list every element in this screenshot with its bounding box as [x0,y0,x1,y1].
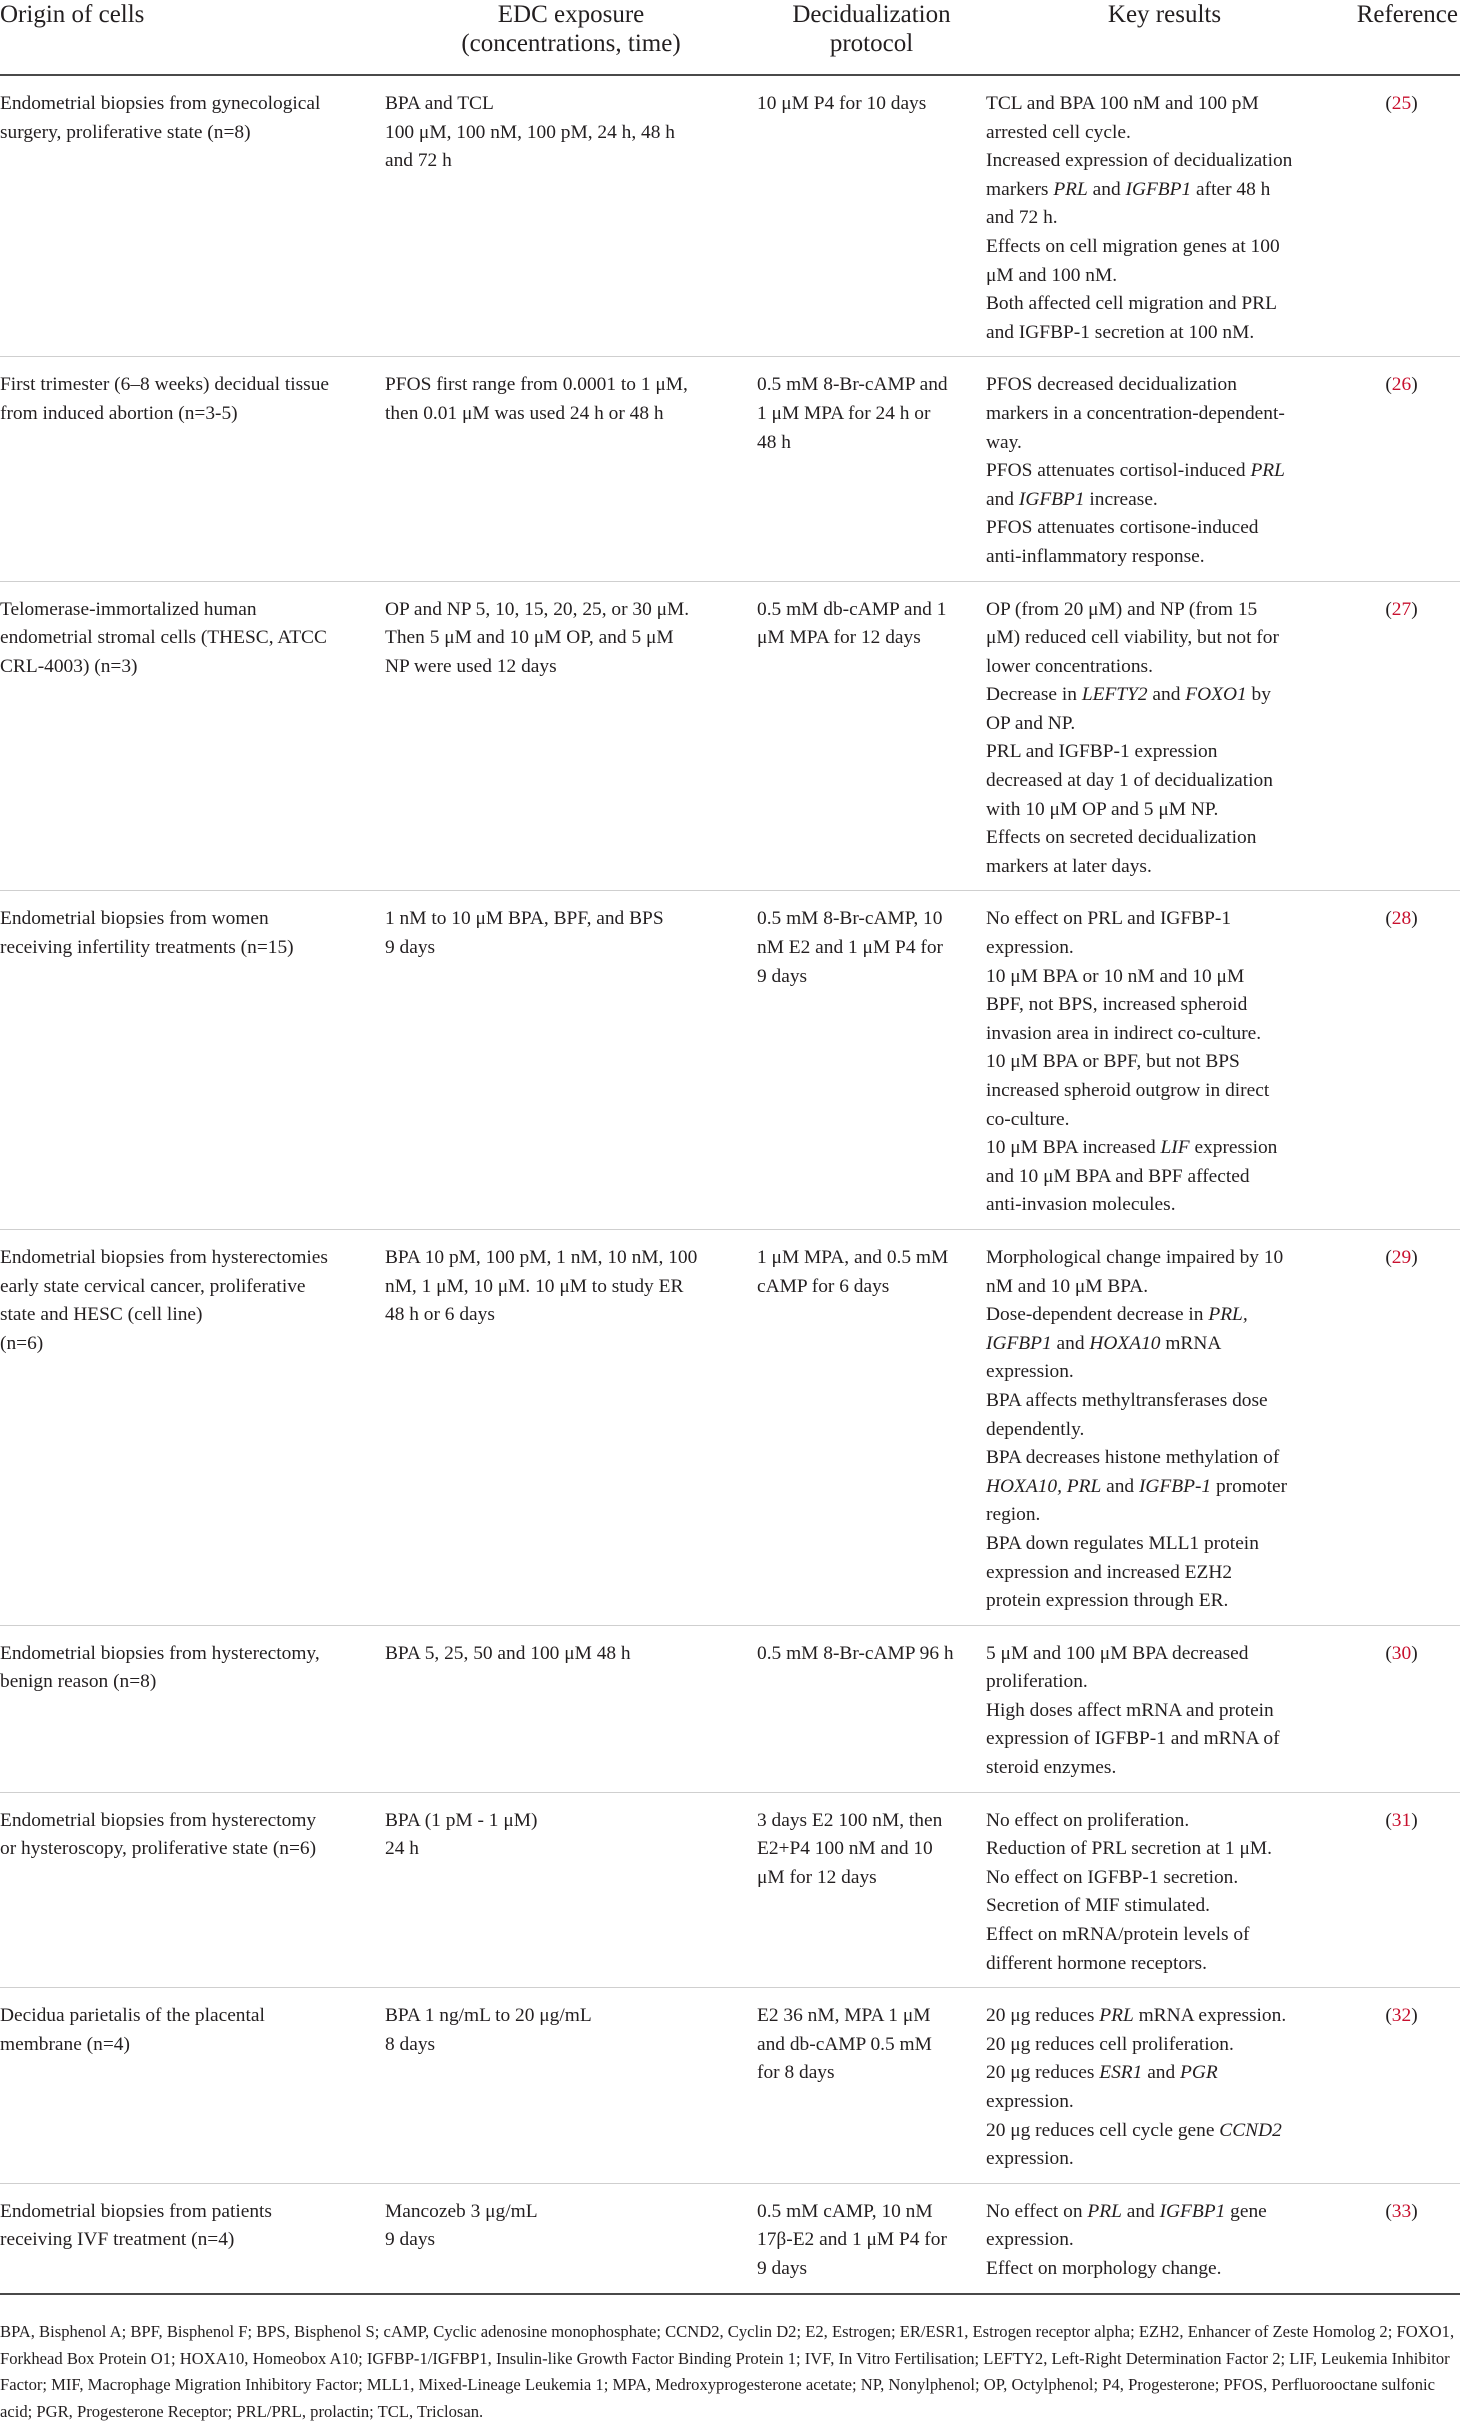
protocol-cell: 3 days E2 100 nM, then E2+P4 100 nM and 10 μM for 12 days [757,1792,986,1988]
results-cell: No effect on PRL and IGFBP1 gene expression. Effect on morphology change. [986,2183,1343,2293]
exposure-cell: Mancozeb 3 μg/mL 9 days [385,2183,757,2293]
table-row [0,1988,1460,2184]
header-decidualization-protocol: Decidualization protocol [757,0,986,75]
origin-cell: Endometrial biopsies from hysterectomies early state cervical cancer, proliferative state and HESC (cell line) (n=6) [0,1229,385,1625]
reference-link[interactable]: 28 [1391,908,1412,930]
table-row [0,581,1460,891]
exposure-cell: BPA 5, 25, 50 and 100 μM 48 h [385,1625,757,1792]
exposure-cell: BPA (1 pM - 1 μM) 24 h [385,1792,757,1988]
reference-cell: (26) [1343,357,1460,581]
reference-link[interactable]: 29 [1391,1246,1412,1268]
table-row [0,1229,1460,1625]
origin-cell: Endometrial biopsies from gynecological surgery, proliferative state (n=8) [0,75,385,357]
results-cell: 5 μM and 100 μM BPA decreased proliferation. High doses affect mRNA and protein expression of IGFBP-1 and mRNA of steroid enzymes. [986,1625,1343,1792]
reference-cell: (25) [1343,75,1460,357]
protocol-cell: 0.5 mM 8-Br-cAMP 96 h [757,1625,986,1792]
reference-cell: (29) [1343,1229,1460,1625]
reference-cell: (33) [1343,2183,1460,2293]
reference-link[interactable]: 26 [1391,374,1412,396]
results-cell: No effect on PRL and IGFBP-1 expression. 10 μM BPA or 10 nM and 10 μM BPF, not BPS, increased spheroid invasion area in indirect co-culture. 10 μM BPA or BPF, but not BPS increased spheroid outgrow in direct co-culture. 10 μM BPA increased LIF expression and 10 μM BPA and BPF affected anti-invasion molecules. [986,891,1343,1230]
reference-link[interactable]: 25 [1391,93,1412,114]
results-cell: OP (from 20 μM) and NP (from 15 μM) reduced cell viability, but not for lower concentrations. Decrease in LEFTY2 and FOXO1 by OP and NP. PRL and IGFBP-1 expression decreased at day 1 of decidualization with 10 μM OP and 5 μM NP. Effects on secreted decidualization markers at later days. [986,581,1343,891]
header-reference: Reference [1343,0,1460,75]
reference-link[interactable]: 27 [1391,598,1412,620]
protocol-cell: 0.5 mM 8-Br-cAMP and 1 μM MPA for 24 h or 48 h [757,357,986,581]
results-cell: 20 μg reduces PRL mRNA expression. 20 μg reduces cell proliferation. 20 μg reduces ESR1 and PGR expression. 20 μg reduces cell cycle gene CCND2 expression. [986,1988,1343,2184]
reference-cell: (28) [1343,891,1460,1230]
exposure-cell: 1 nM to 10 μM BPA, BPF, and BPS 9 days [385,891,757,1230]
protocol-cell: 0.5 mM 8-Br-cAMP, 10 nM E2 and 1 μM P4 for 9 days [757,891,986,1230]
reference-cell: (30) [1343,1625,1460,1792]
table-header-row [0,0,1460,75]
protocol-cell: 0.5 mM db-cAMP and 1 μM MPA for 12 days [757,581,986,891]
reference-link[interactable]: 31 [1391,1809,1412,1831]
exposure-cell: BPA 1 ng/mL to 20 μg/mL 8 days [385,1988,757,2184]
origin-cell: Telomerase-immortalized human endometrial stromal cells (THESC, ATCC CRL-4003) (n=3) [0,581,385,891]
results-cell: PFOS decreased decidualization markers in a concentration-dependent- way. PFOS attenuates cortisol-induced PRL and IGFBP1 increase. PFOS attenuates cortisone-induced anti-inflammatory response. [986,357,1343,581]
table-row [0,1625,1460,1792]
origin-cell: Endometrial biopsies from hysterectomy or hysteroscopy, proliferative state (n=6) [0,1792,385,1988]
results-cell: Morphological change impaired by 10 nM and 10 μM BPA. Dose-dependent decrease in PRL, IGFBP1 and HOXA10 mRNA expression. BPA affects methyltransferases dose dependently. BPA decreases histone methylation of HOXA10, PRL and IGFBP-1 promoter region. BPA down regulates MLL1 protein expression and increased EZH2 protein expression through ER. [986,1229,1343,1625]
origin-cell: Endometrial biopsies from women receiving infertility treatments (n=15) [0,891,385,1230]
protocol-cell: E2 36 nM, MPA 1 μM and db-cAMP 0.5 mM for 8 days [757,1988,986,2184]
table-row [0,891,1460,1230]
reference-link[interactable]: 32 [1391,2005,1412,2027]
table-row [0,357,1460,581]
origin-cell: Endometrial biopsies from patients receiving IVF treatment (n=4) [0,2183,385,2293]
protocol-cell: 0.5 mM cAMP, 10 nM 17β-E2 and 1 μM P4 for 9 days [757,2183,986,2293]
header-key-results: Key results [986,0,1343,75]
exposure-cell: BPA 10 pM, 100 pM, 1 nM, 10 nM, 100 nM, 1 μM, 10 μM. 10 μM to study ER 48 h or 6 days [385,1229,757,1625]
reference-cell: (31) [1343,1792,1460,1988]
exposure-cell: BPA and TCL 100 μM, 100 nM, 100 pM, 24 h, 48 h and 72 h [385,75,757,357]
header-edc-exposure: EDC exposure (concentrations, time) [385,0,757,75]
table-row [0,1792,1460,1988]
table-body [0,75,1460,2294]
protocol-cell: 10 μM P4 for 10 days [757,75,986,357]
protocol-cell: 1 μM MPA, and 0.5 mM cAMP for 6 days [757,1229,986,1625]
results-cell: TCL and BPA 100 nM and 100 pM arrested cell cycle. Increased expression of decidualization markers PRL and IGFBP1 after 48 h and 72 h. Effects on cell migration genes at 100 μM and 100 nM. Both affected cell migration and PRL and IGFBP-1 secretion at 100 nM. [986,75,1343,357]
table-row [0,2183,1460,2293]
reference-cell: (27) [1343,581,1460,891]
reference-link[interactable]: 30 [1391,1642,1412,1664]
origin-cell: Decidua parietalis of the placental membrane (n=4) [0,1988,385,2184]
origin-cell: First trimester (6–8 weeks) decidual tissue from induced abortion (n=3-5) [0,357,385,581]
table-row [0,75,1460,357]
origin-cell: Endometrial biopsies from hysterectomy, benign reason (n=8) [0,1625,385,1792]
reference-link[interactable]: 33 [1391,2200,1412,2222]
reference-cell: (32) [1343,1988,1460,2184]
exposure-cell: PFOS first range from 0.0001 to 1 μM, then 0.01 μM was used 24 h or 48 h [385,357,757,581]
exposure-cell: OP and NP 5, 10, 15, 20, 25, or 30 μM. Then 5 μM and 10 μM OP, and 5 μM NP were used 12 days [385,581,757,891]
header-origin-of-cells: Origin of cells [0,0,385,75]
table-footnote: BPA, Bisphenol A; BPF, Bisphenol F; BPS, Bisphenol S; cAMP, Cyclic adenosine monophosphate; CCND2, Cyclin D2; E2, Estrogen; ER/ESR1, Estrogen receptor alpha; EZH2, Enhancer of Zeste Homolog 2; FOXO1, Forkhead Box Protein O1; HOXA10, Homeobox A10; IGFBP-1/IGFBP1, Insulin-like Growth Factor Binding Protein 1; IVF, In Vitro Fertilisation; LEFTY2, Left-Right Determination Factor 2; LIF, Leukemia Inhibitor Factor; MIF, Macrophage Migration Inhibitory Factor; MLL1, Mixed-Lineage Leukemia 1; MPA, Medroxyprogesterone acetate; NP, Nonylphenol; OP, Octylphenol; P4, Progesterone; PFOS, Perfluorooctane sulfonic acid; PGR, Progesterone Receptor; PRL/PRL, prolactin; TCL, Triclosan. [0,2322,1455,2421]
results-cell: No effect on proliferation. Reduction of PRL secretion at 1 μM. No effect on IGFBP-1 secretion. Secretion of MIF stimulated. Effect on mRNA/protein levels of different hormone receptors. [986,1792,1343,1988]
